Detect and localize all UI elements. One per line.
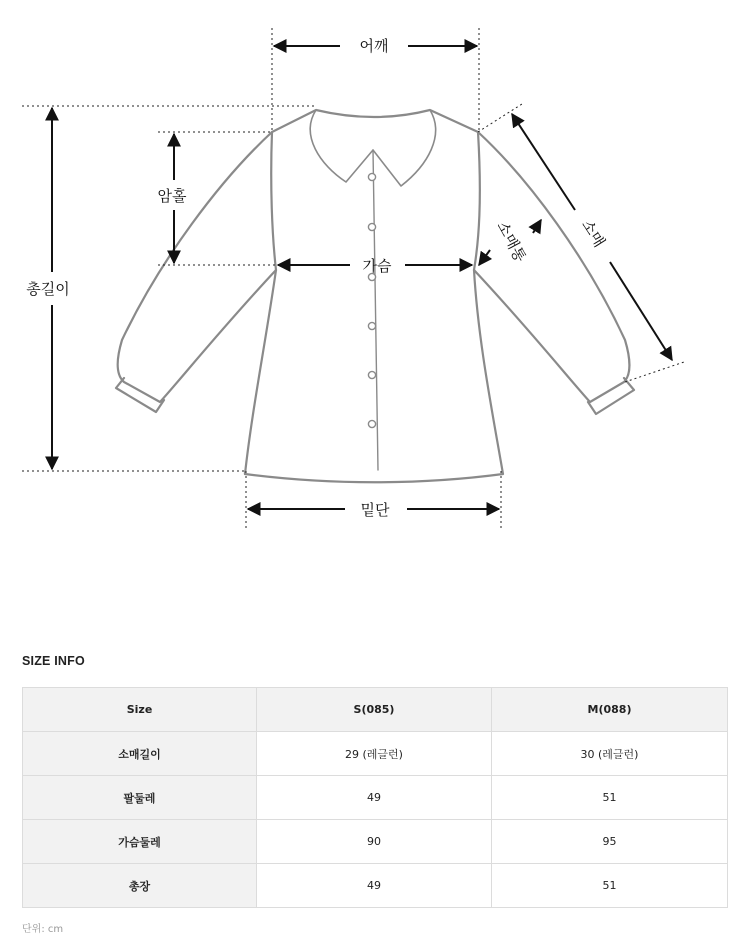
table-cell: 95 (492, 820, 728, 864)
table-cell: 49 (257, 776, 492, 820)
size-info-title: SIZE INFO (22, 654, 85, 668)
guide-lines (22, 28, 684, 530)
row-label: 팔둘레 (23, 776, 257, 820)
header-size-s: S(085) (257, 688, 492, 732)
row-label: 소매길이 (23, 732, 257, 776)
table-row (23, 776, 728, 820)
total-length-label: 총길이 (26, 280, 70, 298)
table-row (23, 732, 728, 776)
size-table (22, 687, 728, 908)
table-row (23, 864, 728, 908)
chest-label: 가슴 (362, 257, 392, 275)
header-size: Size (23, 688, 257, 732)
table-header-row (23, 688, 728, 732)
table-row (23, 820, 728, 864)
table-cell: 51 (492, 864, 728, 908)
table-cell: 90 (257, 820, 492, 864)
dimension-arrows (52, 46, 672, 509)
unit-note: 단위: cm (22, 924, 64, 935)
table-cell: 49 (257, 864, 492, 908)
sleeve-arrow-top (512, 114, 575, 210)
table-cell: 29 (레글런) (257, 732, 492, 776)
table-cell: 30 (레글런) (492, 732, 728, 776)
armhole-label: 암홀 (157, 187, 187, 205)
header-size-m: M(088) (492, 688, 728, 732)
row-label: 총장 (23, 864, 257, 908)
table-cell: 51 (492, 776, 728, 820)
sleeve-width-arrow-top (533, 220, 541, 233)
hem-label: 밑단 (360, 501, 390, 519)
shoulder-label: 어깨 (359, 37, 389, 55)
sleeve-width-label: 소매통 (493, 218, 530, 266)
row-label: 가슴둘레 (23, 820, 257, 864)
sleeve-label: 소매 (577, 216, 609, 251)
sleeve-arrow-bottom (610, 262, 672, 360)
sleeve-width-arrow-bottom (479, 250, 490, 265)
